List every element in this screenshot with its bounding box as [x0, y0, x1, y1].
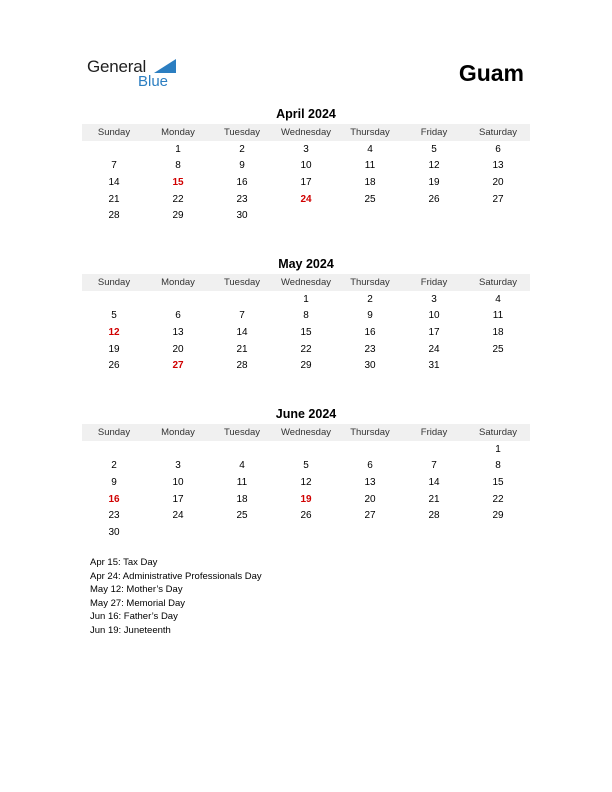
day-cell: 3: [431, 293, 437, 305]
day-cell: 18: [364, 176, 376, 188]
day-cell: 23: [108, 510, 120, 522]
day-cell: 4: [495, 293, 501, 305]
holiday-day-cell: 27: [172, 360, 184, 372]
day-cell: 10: [172, 476, 184, 488]
day-cell: 21: [428, 493, 440, 505]
day-cell: 30: [108, 526, 120, 538]
weekday-label: Friday: [420, 427, 448, 438]
week-row: [82, 357, 530, 374]
weekday-header-row: [82, 424, 530, 441]
week-row: [82, 324, 530, 341]
month-calendar-may: [82, 256, 530, 374]
weekday-label: Friday: [420, 277, 448, 288]
day-cell: 7: [239, 310, 245, 322]
day-cell: 30: [236, 210, 248, 222]
day-cell: 9: [111, 476, 117, 488]
day-cell: 28: [108, 210, 120, 222]
day-cell: 22: [492, 493, 504, 505]
day-cell: 12: [428, 160, 440, 172]
weekday-label: Monday: [161, 127, 195, 138]
day-cell: 14: [108, 176, 120, 188]
day-cell: 9: [367, 310, 373, 322]
day-cell: 25: [364, 193, 376, 205]
weekday-label: Wednesday: [281, 277, 331, 288]
day-cell: 6: [367, 460, 373, 472]
day-cell: 20: [172, 343, 184, 355]
day-cell: 21: [236, 343, 248, 355]
day-cell: 2: [111, 460, 117, 472]
holiday-day-cell: 12: [108, 326, 120, 338]
holiday-day-cell: 19: [300, 493, 312, 505]
day-cell: 20: [492, 176, 504, 188]
weekday-label: Sunday: [97, 127, 131, 138]
day-cell: 28: [236, 360, 248, 372]
holiday-list: [90, 556, 262, 637]
week-row: [82, 158, 530, 175]
day-cell: 24: [172, 510, 184, 522]
day-cell: 14: [428, 476, 440, 488]
day-cell: 3: [175, 460, 181, 472]
day-cell: 11: [364, 160, 376, 172]
day-cell: 29: [300, 360, 312, 372]
day-cell: 4: [239, 460, 245, 472]
day-cell: 25: [492, 343, 504, 355]
holiday-day-cell: 16: [108, 493, 120, 505]
holiday-day-cell: 15: [172, 176, 184, 188]
day-cell: 27: [364, 510, 376, 522]
day-cell: 27: [492, 193, 504, 205]
holiday-list-item: May 12: Mother’s Day: [90, 584, 183, 595]
day-cell: 24: [428, 343, 440, 355]
day-cell: 18: [236, 493, 248, 505]
week-row: [82, 191, 530, 208]
holiday-list-item: Apr 24: Administrative Professionals Day: [90, 570, 262, 582]
weekday-label: Friday: [420, 127, 448, 138]
brand-logo: [87, 57, 187, 91]
weekday-label: Thursday: [350, 127, 390, 138]
day-cell: 31: [428, 360, 440, 372]
week-row: [82, 308, 530, 325]
day-cell: 21: [108, 193, 120, 205]
weekday-label: Wednesday: [281, 427, 331, 438]
day-cell: 20: [364, 493, 376, 505]
weekday-header-row: [82, 124, 530, 141]
day-cell: 12: [300, 476, 312, 488]
week-row: [82, 474, 530, 491]
day-cell: 17: [428, 326, 440, 338]
week-row: [82, 174, 530, 191]
day-cell: 6: [495, 143, 501, 155]
day-cell: 29: [172, 210, 184, 222]
weekday-label: Saturday: [478, 427, 518, 438]
day-cell: 26: [428, 193, 440, 205]
month-calendar-april: [82, 106, 530, 224]
week-row: [82, 207, 530, 224]
day-cell: 1: [175, 143, 181, 155]
day-cell: 17: [300, 176, 312, 188]
weekday-label: Tuesday: [223, 127, 261, 138]
weekday-label: Saturday: [478, 127, 518, 138]
weekday-label: Sunday: [97, 427, 131, 438]
day-cell: 1: [495, 443, 501, 455]
weekday-label: Wednesday: [281, 127, 331, 138]
holiday-list-item: Jun 16: Father’s Day: [90, 611, 178, 622]
day-cell: 16: [364, 326, 376, 338]
weekday-label: Sunday: [97, 277, 131, 288]
holiday-list-item: Apr 15: Tax Day: [90, 557, 158, 568]
day-cell: 26: [108, 360, 120, 372]
day-cell: 13: [364, 476, 376, 488]
day-cell: 9: [239, 160, 245, 172]
country-title: Guam: [458, 60, 524, 86]
day-cell: 5: [111, 310, 117, 322]
day-cell: 14: [236, 326, 248, 338]
day-cell: 13: [492, 160, 504, 172]
day-cell: 6: [175, 310, 181, 322]
week-row: [82, 141, 530, 158]
day-cell: 2: [367, 293, 373, 305]
month-title: May 2024: [278, 257, 334, 271]
day-cell: 17: [172, 493, 184, 505]
day-cell: 7: [431, 460, 437, 472]
weekday-label: Monday: [161, 427, 195, 438]
day-cell: 29: [492, 510, 504, 522]
logo-triangle-icon: [154, 59, 176, 73]
weekday-label: Monday: [161, 277, 195, 288]
holiday-list-item: Jun 19: Juneteenth: [90, 624, 171, 636]
day-cell: 25: [236, 510, 248, 522]
weekday-label: Thursday: [350, 277, 390, 288]
holiday-list-item: May 27: Memorial Day: [90, 597, 186, 609]
day-cell: 7: [111, 160, 117, 172]
weekday-label: Thursday: [350, 427, 390, 438]
weekday-label: Tuesday: [223, 427, 261, 438]
month-calendar-june: [82, 406, 530, 541]
day-cell: 10: [428, 310, 440, 322]
week-row: [82, 524, 530, 541]
day-cell: 11: [236, 476, 248, 488]
day-cell: 3: [303, 143, 309, 155]
day-cell: 22: [300, 343, 312, 355]
day-cell: 1: [303, 293, 309, 305]
day-cell: 28: [428, 510, 440, 522]
week-row: [82, 507, 530, 524]
day-cell: 11: [492, 310, 504, 322]
day-cell: 23: [236, 193, 248, 205]
day-cell: 4: [367, 143, 373, 155]
weekday-header-row: [82, 274, 530, 291]
week-row: [82, 441, 530, 458]
weekday-label: Tuesday: [223, 277, 261, 288]
day-cell: 15: [300, 326, 312, 338]
day-cell: 8: [303, 310, 309, 322]
month-title: June 2024: [275, 407, 337, 421]
day-cell: 23: [364, 343, 376, 355]
week-row: [82, 491, 530, 508]
day-cell: 5: [431, 143, 437, 155]
day-cell: 26: [300, 510, 312, 522]
day-cell: 2: [239, 143, 245, 155]
day-cell: 8: [175, 160, 181, 172]
day-cell: 13: [172, 326, 184, 338]
day-cell: 8: [495, 460, 501, 472]
day-cell: 22: [172, 193, 184, 205]
day-cell: 10: [300, 160, 312, 172]
logo-text-general: General: [87, 57, 147, 76]
week-row: [82, 291, 530, 308]
day-cell: 19: [108, 343, 120, 355]
weekday-label: Saturday: [478, 277, 518, 288]
logo-text-blue: Blue: [138, 73, 169, 90]
week-row: [82, 341, 530, 358]
day-cell: 16: [236, 176, 248, 188]
week-row: [82, 458, 530, 475]
day-cell: 18: [492, 326, 504, 338]
holiday-day-cell: 24: [300, 193, 312, 205]
day-cell: 19: [428, 176, 440, 188]
day-cell: 30: [364, 360, 376, 372]
day-cell: 15: [492, 476, 504, 488]
day-cell: 5: [303, 460, 309, 472]
month-title: April 2024: [276, 107, 336, 121]
